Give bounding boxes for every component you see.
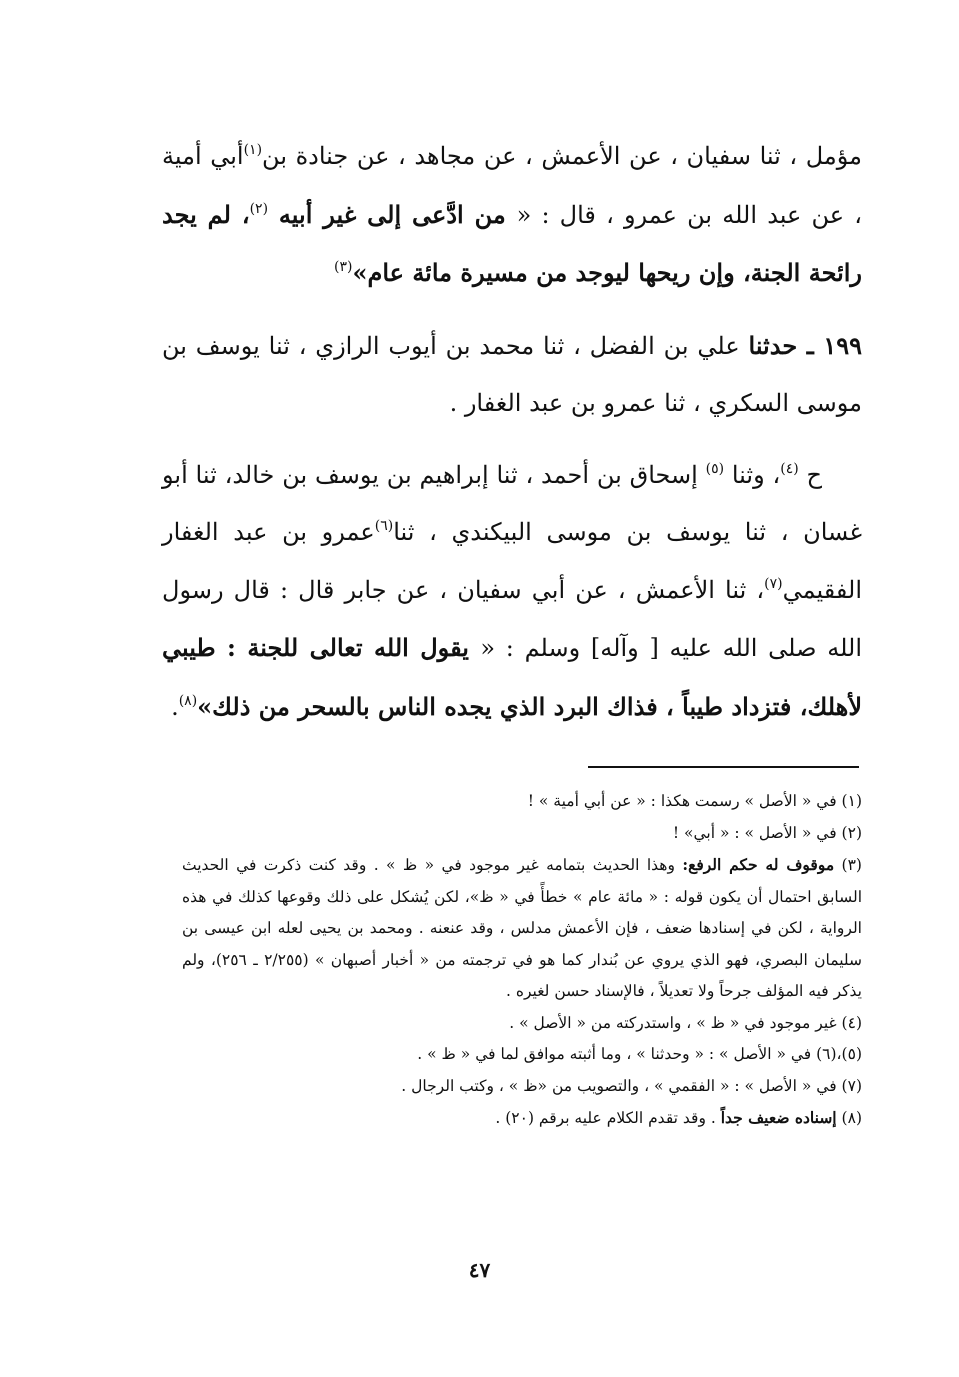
footnote-ref[interactable]: (٤): [780, 460, 799, 477]
hadith-199-isnad: [162, 317, 862, 433]
text-run: .: [171, 692, 179, 721]
hadith-198-continuation: [162, 128, 862, 303]
text-run: ، ثنا الأعمش ، عن أبي سفيان ، عن جابر قال : قال رسول الله صلى الله عليه [ وآله] وسلم : «: [162, 575, 862, 662]
footnote-number: (٨): [836, 1109, 862, 1127]
footnote-number: (٣): [834, 856, 862, 874]
text-run: عمرو بن عبد الغفار الفقيمي: [162, 518, 862, 604]
page-number: ٤٧: [468, 1258, 491, 1282]
footnote-ruling: موقوف له حكم الرفع:: [682, 855, 835, 874]
footnote-5-6: (٥)،(٦) في « الأصل » : « وحدثنا » ، وما أثبته موافق لما في « ظ » .: [417, 1045, 862, 1063]
hadith-199-second-isnad: [162, 447, 862, 737]
text-run: ح: [798, 460, 823, 489]
hadith-matn: يقول الله تعالى للجنة : طيبي لأهلك، فتزداد طيباً ، فذاك البرد الذي يجده الناس بالسحر من ذلك»: [162, 633, 862, 721]
footnote-8: [182, 1102, 862, 1135]
footnote-ref[interactable]: (٥): [705, 460, 725, 477]
footnote-3: [182, 849, 862, 1008]
paragraph-gap: [162, 303, 862, 317]
footnote-1: (١) في « الأصل » رسمت هكذا : « عن أبي أمية » !: [527, 792, 862, 810]
hadith-matn: ، لم يجد رائحة الجنة، وإن ريحها ليوجد من مسيرة مائة عام»: [162, 199, 862, 287]
paragraph-gap: [162, 433, 862, 447]
main-text: [162, 128, 862, 736]
footnote-ref[interactable]: (١): [243, 142, 263, 158]
footnote-ref[interactable]: (٢): [249, 200, 269, 217]
footnote-ref[interactable]: (٧): [764, 575, 783, 592]
footnote-2: (٢) في « الأصل » : « أبي» !: [672, 823, 862, 842]
footnote-7: (٧) في « الأصل » : « الفقمي » ، والتصويب من «ظ » ، وكتب الرجال .: [401, 1076, 862, 1095]
footnote-separator: [588, 766, 859, 768]
footnote-ref[interactable]: (٨): [178, 692, 198, 709]
text-run: أبي أمية ، عن عبد الله بن عمرو ، قال : «: [162, 142, 862, 229]
footnote-ruling: إسناده ضعيف جداً: [720, 1108, 837, 1127]
text-run: علي بن الفضل ، ثنا محمد بن أيوب الرازي ، ثنا يوسف بن موسى السكري ، ثنا عمرو بن عبد الغفار .: [162, 331, 862, 417]
text-run: ، وثنا: [724, 460, 781, 489]
footnote-ref[interactable]: (٣): [334, 259, 353, 275]
hadith-matn: من ادَّعى إلى غير أبيه: [268, 199, 517, 229]
footnote-4: (٤) غير موجود في « ظ » ، واستدركته من « الأصل » .: [509, 1013, 862, 1032]
text-run: مؤمل ، ثنا سفيان ، عن الأعمش ، عن مجاهد ، عن جنادة بن: [262, 142, 862, 170]
footnote-ref[interactable]: (٦): [374, 518, 394, 534]
footnote-text: وهذا الحديث بتمامه غير موجود في « ظ » . وقد كنت ذكرت في الحديث السابق احتمال أن يكون قوله : « مائة عام » خطأً في « ظ»، لكن يُشكل على ذلك وقوعها كذلك في هذه الرواية ، لكن في إسنادها ضعف ، فإن الأعمش مدلس ، وقد عنعنه . ومحمد بن يحيى لعله ابن عيسى بن سليمان البصري، فهو الذي يروي عن بُندار كما هو في ترجمته من « أخبار أصبهان » (٢/٢٥٥ ـ ٢٥٦)، ولم يذكر فيه المؤلف جرحاً ولا تعديلاً ، فالإسناد حسن لغيره .: [182, 856, 862, 1000]
footnote-text: . وقد تقدم الكلام عليه برقم (٢٠) .: [495, 1109, 721, 1127]
text-run: إسحاق بن أحمد ، ثنا إبراهيم بن يوسف بن خالد، ثنا أبو غسان ، ثنا يوسف بن موسى البيكندي ، ثنا: [162, 460, 862, 546]
hadith-number: ١٩٩ ـ حدثنا: [748, 330, 862, 360]
footnotes: [182, 786, 862, 1135]
